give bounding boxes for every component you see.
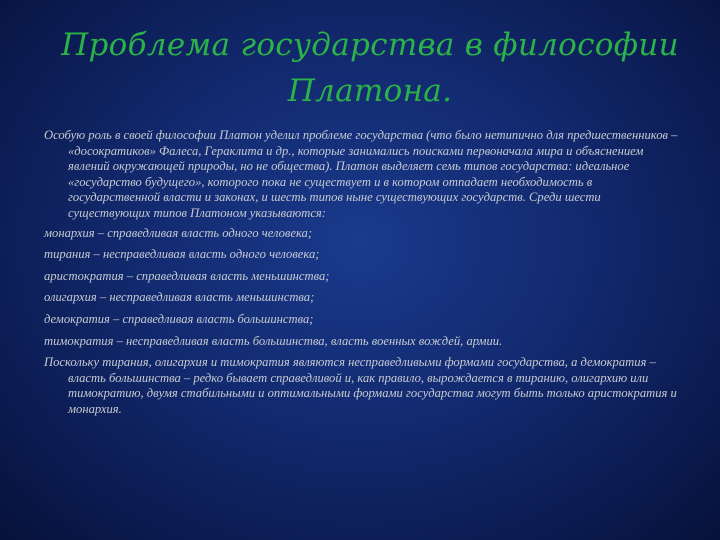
- slide-title: [40, 22, 700, 114]
- intro-paragraph: Особую роль в своей философии Платон уделил проблеме государства (что было нетипично для предшественников – «досократиков» Фалеса, Гераклита и др., которые занимались поисками первоначала мира и объяснением явлений окружающей природы, но не общества). Платон выделяет семь типов государства: идеальное «государство будущего», которого пока не существует и в котором отпадает необходимость в государственной власти и законах, и шесть типов ныне существующих государств. Среди шести существующих типов Платоном указываются:: [44, 128, 678, 220]
- slide-title-line-2: Платона.: [287, 73, 453, 109]
- list-item-democracy: демократия – справедливая власть большинства;: [44, 311, 314, 326]
- list-item-monarchy: монархия – справедливая власть одного человека;: [44, 225, 313, 240]
- list-item-aristocracy: аристократия – справедливая власть меньшинства;: [44, 268, 330, 283]
- slide-title-line-1: Проблема государства в философии: [61, 27, 679, 63]
- slide-body: [44, 128, 684, 420]
- list-item-oligarchy: олигархия – несправедливая власть меньшинства;: [44, 290, 315, 305]
- conclusion-paragraph: Поскольку тирания, олигархия и тимократия являются несправедливыми формами государства, а демократия – власть большинства – редко бывает справедливой и, как правило, вырождается в тиранию, олигархию или тимократию, двумя стабильными и оптимальными формами государства могут быть только аристократия и монархия.: [44, 355, 677, 416]
- list-item-timocracy: тимократия – несправедливая власть большинства, власть военных вождей, армии.: [44, 333, 503, 348]
- list-item-tyranny: тирания – несправедливая власть одного человека;: [44, 247, 320, 262]
